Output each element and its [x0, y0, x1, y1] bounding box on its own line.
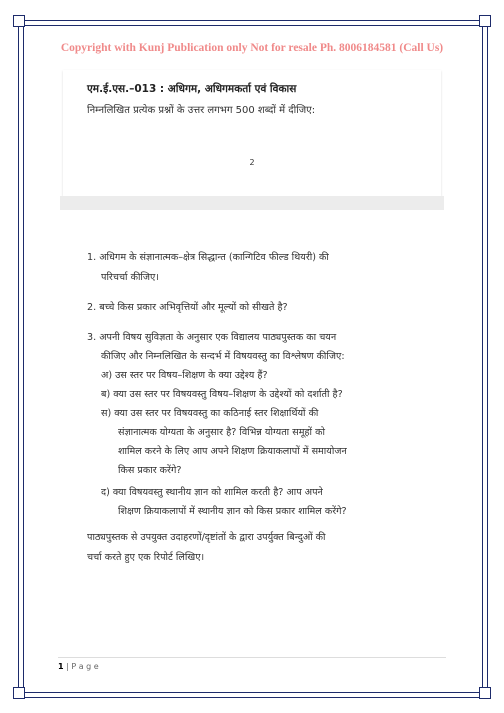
footer-page-label: P a g e — [71, 662, 99, 671]
closing-line-2: चर्चा करते हुए एक रिपोर्ट लिखिए। — [87, 552, 205, 563]
question-1-line-2: परिचर्चा कीजिए। — [101, 272, 159, 283]
question-3-part-b: ब) क्या उस स्तर पर विषयवस्तु विषय–शिक्षण के उद्देश्यों को दर्शाती है? — [101, 389, 343, 400]
question-3-part-d-line-1: द) क्या विषयवस्तु स्थानीय ज्ञान को शामिल करती है? आप अपने — [101, 487, 323, 498]
question-3-part-c-line-2: संज्ञानात्मक योग्यता के अनुसार है? विभिन्न योग्यता समूहों को — [118, 427, 325, 438]
question-3-part-a: अ) उस स्तर पर विषय–शिक्षण के क्या उद्देश्य हैं? — [101, 370, 268, 381]
corner-ornament — [13, 687, 25, 699]
question-2: 2. बच्चे किस प्रकार अभिवृत्तियों और मूल्यों को सीखते है? — [87, 302, 288, 313]
question-3-line-2: कीजिए और निम्नलिखित के सन्दर्भ में विषयवस्तु का विश्लेषण कीजिए: — [101, 351, 345, 362]
question-3-part-c-line-4: किस प्रकार करेंगे? — [118, 465, 182, 476]
instruction-text: निम्नलिखित प्रत्येक प्रश्नों के उत्तर लगभग 500 शब्दों में दीजिए: — [87, 105, 316, 116]
footer-separator: | — [63, 662, 72, 671]
corner-ornament — [479, 15, 491, 27]
question-1-line-1: 1. अधिगम के संज्ञानात्मक–क्षेत्र सिद्धान्त (कान्गिटिव फील्ड थियरी) की — [87, 252, 329, 263]
closing-line-1: पाठ्यपुस्तक से उपयुक्त उदाहरणों/दृष्टांतों के द्वारा उपर्युक्त बिन्दुओं की — [87, 532, 326, 543]
footer-page-number: 1 — [58, 662, 64, 671]
course-title: एम.ई.एस.–013 : अधिगम, अधिगमकर्ता एवं विकास — [87, 83, 297, 95]
embedded-page-number: 2 — [249, 158, 255, 167]
question-3-part-d-line-2: शिक्षण क्रियाकलापों में स्थानीय ज्ञान को किस प्रकार शामिल करेंगे? — [118, 506, 347, 517]
footer-rule — [58, 657, 446, 658]
question-3-part-c-line-1: स) क्या उस स्तर पर विषयवस्तु का कठिनाई स्तर शिक्षार्थियों की — [101, 408, 319, 419]
corner-ornament — [479, 687, 491, 699]
question-3-line-1: 3. अपनी विषय सुविज्ञता के अनुसार एक विद्यालय पाठ्यपुस्तक का चयन — [87, 332, 337, 343]
copyright-banner: Copyright with Kunj Publication only Not for resale Ph. 8006184581 (Call Us) — [60, 42, 444, 54]
page-gap — [60, 196, 444, 210]
question-3-part-c-line-3: शामिल करने के लिए आप अपने शिक्षण क्रियाकलापों में समायोजन — [118, 446, 347, 457]
page-footer — [58, 662, 99, 671]
questions-section — [63, 210, 441, 578]
corner-ornament — [13, 15, 25, 27]
top-page-section — [63, 70, 441, 196]
